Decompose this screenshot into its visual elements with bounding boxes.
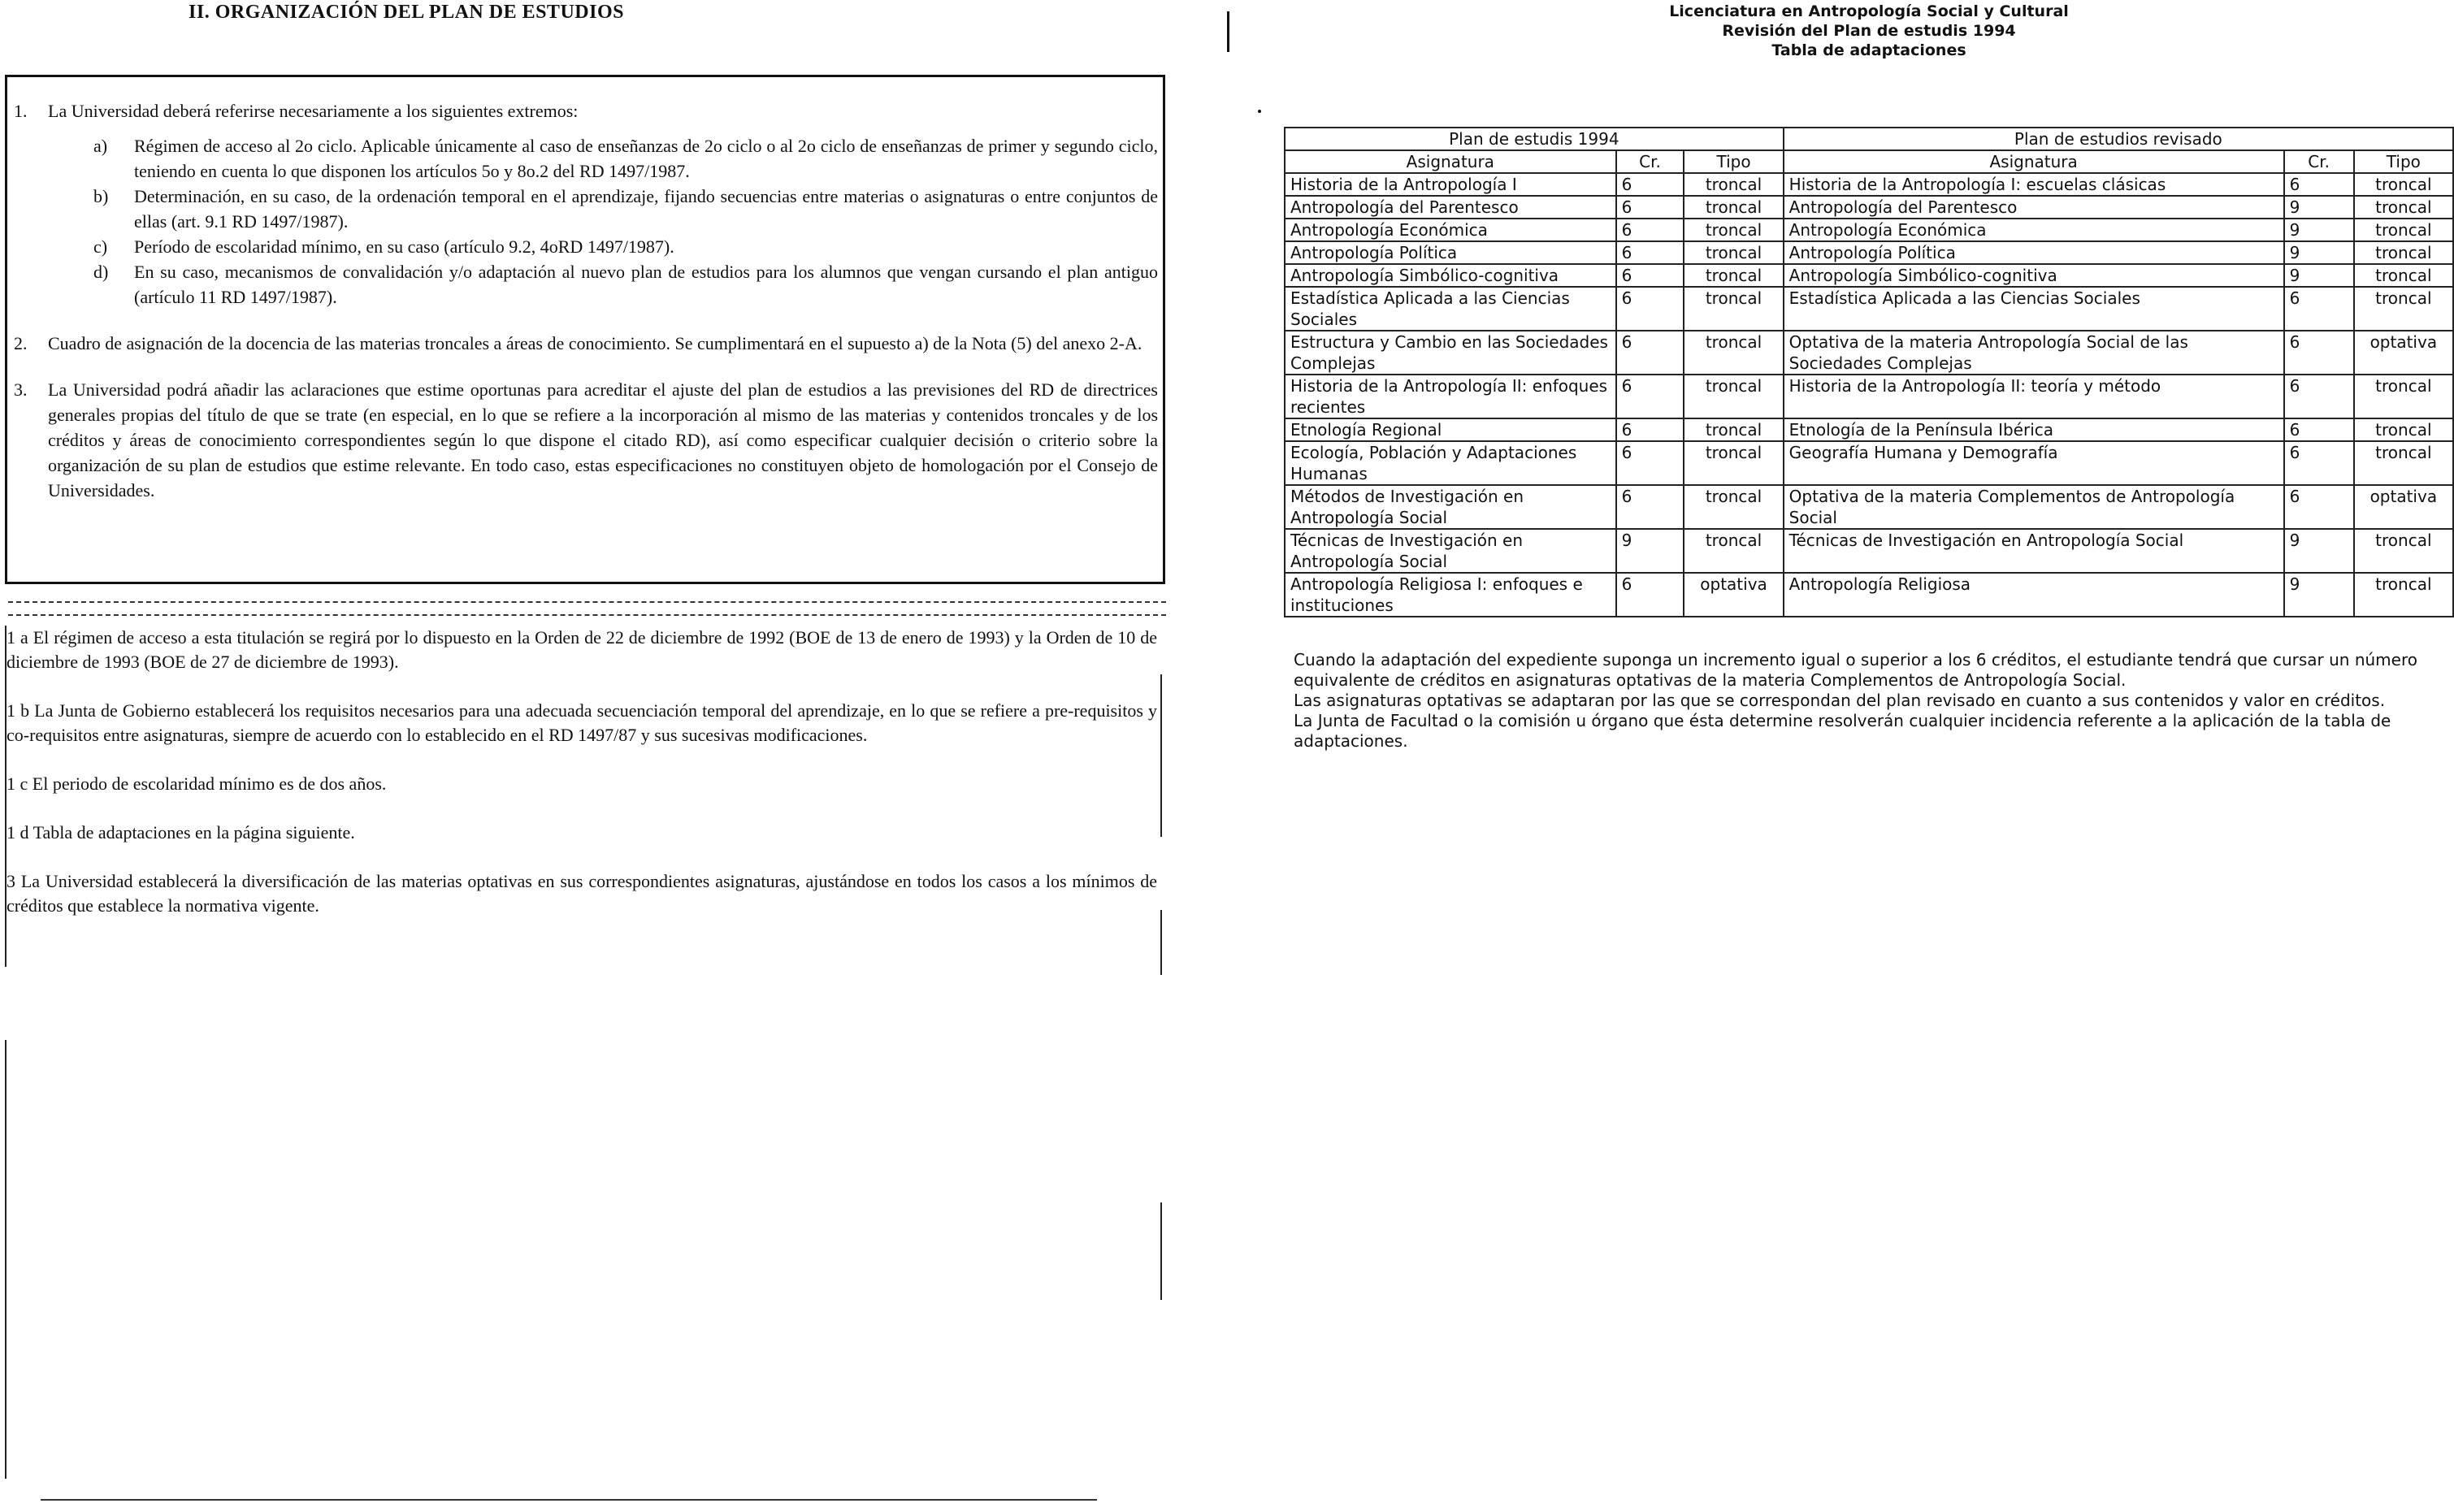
footer-note: Las asignaturas optativas se adaptaran por las que se correspondan del plan revisado en cuanto a sus contenidos y valor en créditos. <box>1294 691 2386 710</box>
old-type-cell: troncal <box>1684 219 1783 241</box>
new-type-cell: optativa <box>2354 485 2453 529</box>
old-type-cell: troncal <box>1684 331 1783 375</box>
new-credits-cell: 9 <box>2284 219 2354 241</box>
footer-note: Cuando la adaptación del expediente suponga un incremento igual o superior a los 6 créditos, el estudiante tendrá que cursar un número equivalente de créditos en asignaturas optativas de la materia Complementos de Antropología Social. <box>1294 650 2417 690</box>
old-credits-cell: 6 <box>1616 418 1684 441</box>
box-item-3 <box>14 377 1158 503</box>
separator-line <box>8 614 1166 616</box>
table-row <box>1285 485 2453 529</box>
new-subject-cell: Historia de la Antropología II: teoría y método <box>1784 375 2284 418</box>
separator-line <box>8 601 1166 603</box>
table-row <box>1285 196 2453 219</box>
table-row <box>1285 331 2453 375</box>
new-subject-cell: Antropología Religiosa <box>1784 573 2284 617</box>
new-type-cell: troncal <box>2354 573 2453 617</box>
new-type-cell: troncal <box>2354 287 2453 331</box>
new-credits-cell: 9 <box>2284 529 2354 573</box>
new-credits-cell: 6 <box>2284 418 2354 441</box>
sub-item-letter: a) <box>93 136 108 156</box>
old-type-cell: troncal <box>1684 196 1783 219</box>
margin-line <box>1160 1202 1162 1300</box>
old-credits-cell: 9 <box>1616 529 1684 573</box>
old-subject-cell: Antropología Religiosa I: enfoques e instituciones <box>1285 573 1616 617</box>
revision-title: Revisión del Plan de estudis 1994 <box>1722 22 2016 40</box>
new-subject-cell: Estadística Aplicada a las Ciencias Sociales <box>1784 287 2284 331</box>
box-item-1 <box>14 98 1158 310</box>
table-row <box>1285 264 2453 287</box>
old-subject-cell: Ecología, Población y Adaptaciones Humanas <box>1285 441 1616 485</box>
old-subject-cell: Antropología Simbólico-cognitiva <box>1285 264 1616 287</box>
margin-line <box>1160 674 1162 837</box>
old-type-cell: troncal <box>1684 441 1783 485</box>
box-item-number: 1. <box>14 101 28 121</box>
old-credits-cell: 6 <box>1616 375 1684 418</box>
adaptations-table <box>1284 127 2454 617</box>
box-item-text: Cuadro de asignación de la docencia de las materias troncales a áreas de conocimiento. Se cumplimentará en el supuesto a) de la Nota (5) del anexo 2-A. <box>48 333 1142 353</box>
col-type-old: Tipo <box>1684 150 1783 173</box>
table-row <box>1285 529 2453 573</box>
new-subject-cell: Técnicas de Investigación en Antropología Social <box>1784 529 2284 573</box>
old-credits-cell: 6 <box>1616 331 1684 375</box>
old-type-cell: troncal <box>1684 485 1783 529</box>
note-1d: 1 d Tabla de adaptaciones en la página siguiente. <box>7 822 355 843</box>
old-credits-cell: 6 <box>1616 264 1684 287</box>
old-type-cell: troncal <box>1684 173 1783 196</box>
col-subject-old: Asignatura <box>1285 150 1616 173</box>
sub-item-text: Régimen de acceso al 2o ciclo. Aplicable únicamente al caso de enseñanzas de 2o ciclo o al 2o ciclo de enseñanzas de primer y segundo ciclo, teniendo en cuenta lo que disponen los artículos 5o y 8o.2 del RD 1497/1987. <box>134 136 1158 181</box>
left-page-title: II. ORGANIZACIÓN DEL PLAN DE ESTUDIOS <box>189 2 624 23</box>
new-subject-cell: Antropología del Parentesco <box>1784 196 2284 219</box>
dot-mark <box>1258 110 1261 113</box>
col-subject-new: Asignatura <box>1784 150 2284 173</box>
new-credits-cell: 9 <box>2284 196 2354 219</box>
new-credits-cell: 6 <box>2284 173 2354 196</box>
note-1c: 1 c El periodo de escolaridad mínimo es de dos años. <box>7 773 387 794</box>
fold-mark <box>1227 11 1229 52</box>
sub-item-letter: c) <box>93 236 108 257</box>
table-row <box>1285 418 2453 441</box>
table-group-header <box>1285 128 2453 150</box>
old-credits-cell: 6 <box>1616 219 1684 241</box>
col-credits-new: Cr. <box>2284 150 2354 173</box>
sub-item-letter: d) <box>93 262 109 282</box>
old-type-cell: optativa <box>1684 573 1783 617</box>
sub-list <box>93 133 1158 310</box>
new-type-cell: troncal <box>2354 196 2453 219</box>
table-column-header <box>1285 150 2453 173</box>
old-subject-cell: Estadística Aplicada a las Ciencias Sociales <box>1285 287 1616 331</box>
note-1b: 1 b La Junta de Gobierno establecerá los requisitos necesarios para una adecuada secuenciación temporal del aprendizaje, en lo que se refiere a pre-requisitos y co-requisitos entre asignaturas, siempre de acuerdo con lo establecido en el RD 1497/87 y sus sucesivas modificaciones. <box>7 700 1157 745</box>
old-subject-cell: Historia de la Antropología I <box>1285 173 1616 196</box>
old-subject-cell: Métodos de Investigación en Antropología Social <box>1285 485 1616 529</box>
new-credits-cell: 6 <box>2284 485 2354 529</box>
new-subject-cell: Antropología Simbólico-cognitiva <box>1784 264 2284 287</box>
old-subject-cell: Estructura y Cambio en las Sociedades Complejas <box>1285 331 1616 375</box>
sub-item-d <box>93 259 1158 310</box>
box-item-number: 3. <box>14 379 28 400</box>
bottom-line <box>41 1499 1097 1501</box>
new-credits-cell: 9 <box>2284 241 2354 264</box>
table-row <box>1285 441 2453 485</box>
table-footer-notes <box>1294 650 2423 752</box>
sub-item-a <box>93 133 1158 184</box>
new-credits-cell: 6 <box>2284 441 2354 485</box>
old-credits-cell: 6 <box>1616 196 1684 219</box>
old-subject-cell: Antropología del Parentesco <box>1285 196 1616 219</box>
old-type-cell: troncal <box>1684 241 1783 264</box>
col-credits-old: Cr. <box>1616 150 1684 173</box>
table-row <box>1285 173 2453 196</box>
table-row <box>1285 573 2453 617</box>
old-type-cell: troncal <box>1684 375 1783 418</box>
notes-section <box>7 626 1157 942</box>
old-credits-cell: 6 <box>1616 241 1684 264</box>
new-credits-cell: 9 <box>2284 573 2354 617</box>
sub-item-text: En su caso, mecanismos de convalidación y/o adaptación al nuevo plan de estudios para los alumnos que vengan cursando el plan antiguo (artículo 11 RD 1497/1987). <box>134 262 1158 307</box>
table-title: Tabla de adaptaciones <box>1771 41 1966 59</box>
new-credits-cell: 9 <box>2284 264 2354 287</box>
new-type-cell: troncal <box>2354 173 2453 196</box>
sub-item-text: Período de escolaridad mínimo, en su caso (artículo 9.2, 4oRD 1497/1987). <box>134 236 674 257</box>
new-type-cell: troncal <box>2354 264 2453 287</box>
col-type-new: Tipo <box>2354 150 2453 173</box>
old-subject-cell: Técnicas de Investigación en Antropología Social <box>1285 529 1616 573</box>
old-credits-cell: 6 <box>1616 485 1684 529</box>
old-credits-cell: 6 <box>1616 173 1684 196</box>
sub-item-text: Determinación, en su caso, de la ordenación temporal en el aprendizaje, fijando secuencias entre materias o asignaturas o entre conjuntos de ellas (art. 9.1 RD 1497/1987). <box>134 186 1158 232</box>
new-type-cell: troncal <box>2354 219 2453 241</box>
box-item-number: 2. <box>14 333 28 353</box>
footer-note: La Junta de Facultad o la comisión u órgano que ésta determine resolverán cualquier incidencia referente a la aplicación de la tabla de adaptaciones. <box>1294 711 2391 751</box>
table-row <box>1285 375 2453 418</box>
new-type-cell: troncal <box>2354 241 2453 264</box>
note-3: 3 La Universidad establecerá la diversificación de las materias optativas en sus correspondientes asignaturas, ajustándose en todos los casos a los mínimos de créditos que establece la normativa vigente. <box>7 871 1157 916</box>
margin-line <box>1160 910 1162 975</box>
note-1a: 1 a El régimen de acceso a esta titulación se regirá por lo dispuesto en la Orden de 22 de diciembre de 1992 (BOE de 13 de enero de 1993) y la Orden de 10 de diciembre de 1993 (BOE de 27 de diciembre de 1993). <box>7 627 1157 672</box>
new-credits-cell: 6 <box>2284 331 2354 375</box>
group-old-plan: Plan de estudis 1994 <box>1285 128 1784 150</box>
new-subject-cell: Historia de la Antropología I: escuelas clásicas <box>1784 173 2284 196</box>
old-type-cell: troncal <box>1684 529 1783 573</box>
margin-line <box>5 1040 7 1479</box>
sub-item-b <box>93 184 1158 234</box>
old-subject-cell: Historia de la Antropología II: enfoques recientes <box>1285 375 1616 418</box>
right-page-heading <box>1544 2 2194 60</box>
box-item-text: La Universidad deberá referirse necesariamente a los siguientes extremos: <box>48 101 579 121</box>
new-credits-cell: 6 <box>2284 375 2354 418</box>
table-body <box>1285 173 2453 617</box>
new-type-cell: troncal <box>2354 375 2453 418</box>
old-type-cell: troncal <box>1684 287 1783 331</box>
old-subject-cell: Antropología Económica <box>1285 219 1616 241</box>
old-credits-cell: 6 <box>1616 287 1684 331</box>
old-credits-cell: 6 <box>1616 441 1684 485</box>
new-type-cell: optativa <box>2354 331 2453 375</box>
box-item-text: La Universidad podrá añadir las aclaraciones que estime oportunas para acreditar el ajuste del plan de estudios a las previsiones del RD de directrices generales propias del título de que se trate (en especial, en lo que se refiere a la incorporación al mismo de las materias y contenidos troncales y de los créditos y áreas de conocimiento correspondientes según lo que dispone el citado RD), así como especificar cualquier decisión o criterio sobre la organización de su plan de estudios que estime relevante. En todo caso, estas especificaciones no constituyen objeto de homologación por el Consejo de Universidades. <box>48 379 1158 500</box>
old-credits-cell: 6 <box>1616 573 1684 617</box>
table-row <box>1285 287 2453 331</box>
new-credits-cell: 6 <box>2284 287 2354 331</box>
group-new-plan: Plan de estudios revisado <box>1784 128 2453 150</box>
table-row <box>1285 219 2453 241</box>
new-type-cell: troncal <box>2354 418 2453 441</box>
sub-item-letter: b) <box>93 186 109 206</box>
new-subject-cell: Optativa de la materia Complementos de Antropología Social <box>1784 485 2284 529</box>
new-subject-cell: Antropología Política <box>1784 241 2284 264</box>
table-row <box>1285 241 2453 264</box>
box-item-2 <box>14 331 1158 356</box>
new-subject-cell: Antropología Económica <box>1784 219 2284 241</box>
sub-item-c <box>93 234 1158 259</box>
old-subject-cell: Etnología Regional <box>1285 418 1616 441</box>
old-subject-cell: Antropología Política <box>1285 241 1616 264</box>
new-subject-cell: Etnología de la Península Ibérica <box>1784 418 2284 441</box>
old-type-cell: troncal <box>1684 264 1783 287</box>
new-type-cell: troncal <box>2354 529 2453 573</box>
new-subject-cell: Optativa de la materia Antropología Social de las Sociedades Complejas <box>1784 331 2284 375</box>
old-type-cell: troncal <box>1684 418 1783 441</box>
new-type-cell: troncal <box>2354 441 2453 485</box>
new-subject-cell: Geografía Humana y Demografía <box>1784 441 2284 485</box>
degree-title: Licenciatura en Antropología Social y Cultural <box>1669 2 2069 20</box>
requirements-box <box>5 75 1165 584</box>
